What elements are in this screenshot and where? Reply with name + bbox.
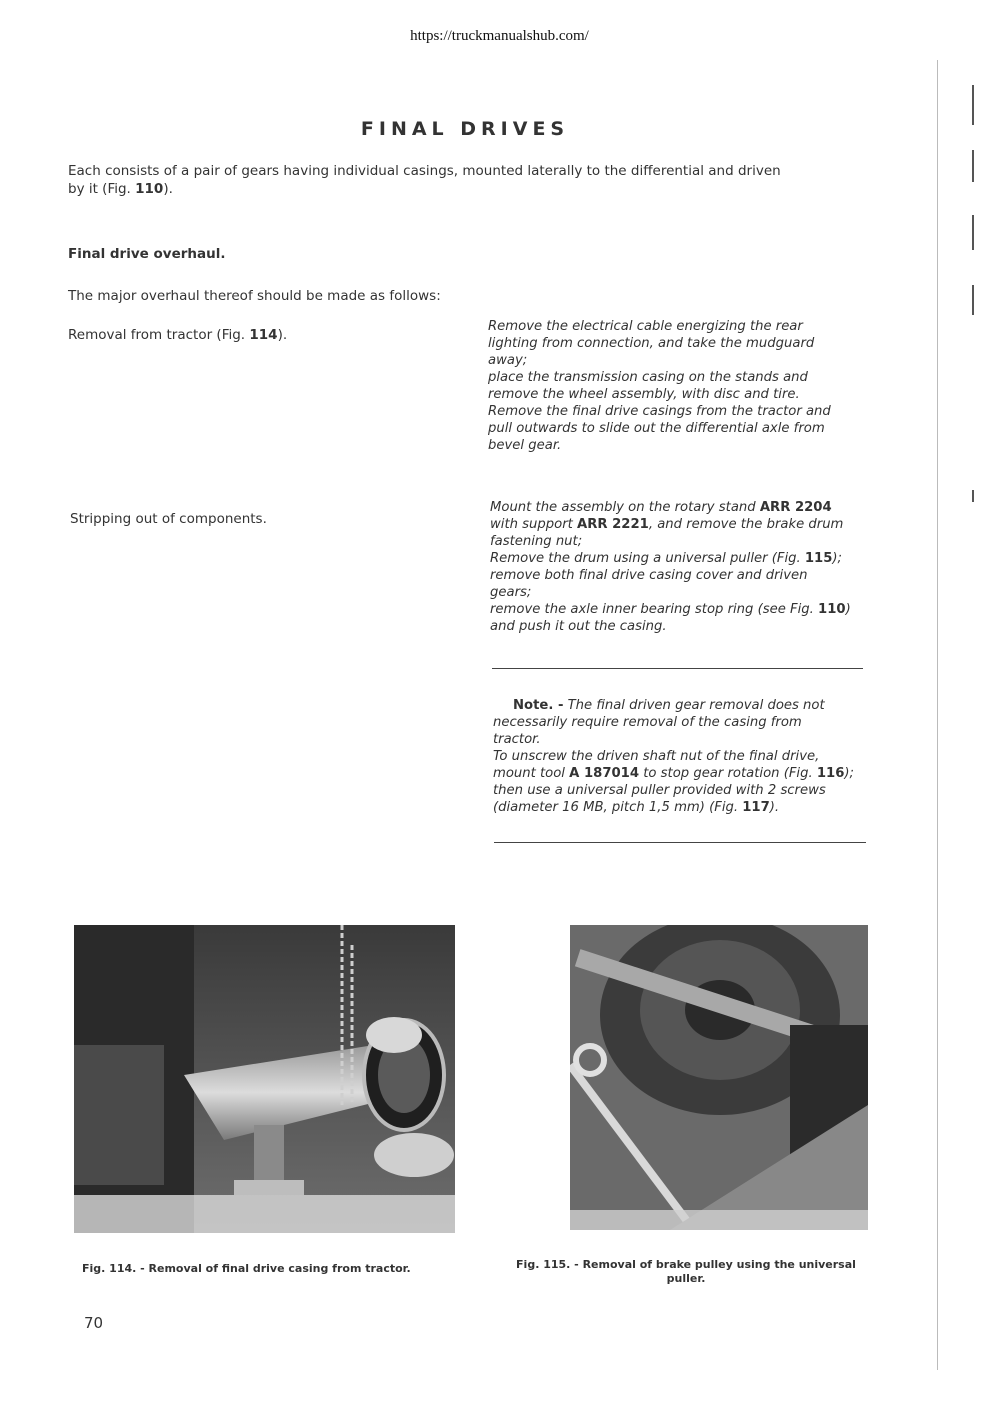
- page-title: FINAL DRIVES: [360, 118, 570, 140]
- removal-label: Removal from tractor (Fig. 114).: [68, 327, 288, 343]
- stripping-line: fastening nut;: [490, 534, 583, 549]
- overhaul-intro: The major overhaul thereof should be made as follows:: [68, 288, 441, 304]
- note-block: [493, 697, 865, 816]
- page-number: 70: [84, 1314, 104, 1332]
- stripping-line: gears;: [490, 585, 532, 600]
- removal-line: bevel gear.: [488, 438, 562, 453]
- note-line: necessarily require removal of the casing from: [493, 715, 802, 730]
- binding-edge-line: [937, 60, 938, 1370]
- note-line: then use a universal puller provided with 2 screws: [493, 783, 826, 798]
- stripping-line: remove both final drive casing cover and driven: [490, 568, 808, 583]
- stripping-steps: [490, 499, 862, 635]
- note-line: Note. - The final driven gear removal does not: [513, 698, 825, 713]
- fig-115-photo: [570, 925, 868, 1230]
- fig-114-photo: [74, 925, 455, 1233]
- note-line: To unscrew the driven shaft nut of the final drive,: [493, 749, 820, 764]
- tractor-casing-illustration: [74, 925, 455, 1233]
- intro-paragraph: [68, 162, 868, 198]
- removal-line: lighting from connection, and take the mudguard: [488, 336, 815, 351]
- note-line: tractor.: [493, 732, 541, 747]
- removal-line: Remove the final drive casings from the tractor and: [488, 404, 831, 419]
- removal-line: place the transmission casing on the stands and: [488, 370, 808, 385]
- removal-line: away;: [488, 353, 528, 368]
- stripping-line: Remove the drum using a universal puller (Fig. 115);: [490, 551, 842, 566]
- stripping-line: with support ARR 2221, and remove the brake drum: [490, 517, 844, 532]
- intro-line-1: Each consists of a pair of gears having individual casings, mounted laterally to the differential and driven: [68, 163, 781, 179]
- removal-line: remove the wheel assembly, with disc and tire.: [488, 387, 800, 402]
- fig-115-margin: [498, 925, 570, 1230]
- intro-line-2: by it (Fig. 110).: [68, 181, 173, 197]
- source-url: https://truckmanualshub.com/: [410, 28, 589, 44]
- note-line: mount tool A 187014 to stop gear rotation (Fig. 116);: [493, 766, 854, 781]
- removal-steps: [488, 318, 860, 454]
- margin-mark: [972, 215, 974, 250]
- note-label: Note. -: [513, 698, 564, 713]
- fig-114-caption: Fig. 114. - Removal of final drive casing from tractor.: [82, 1262, 411, 1275]
- divider-bottom: [494, 842, 866, 843]
- divider-top: [492, 668, 863, 669]
- margin-mark: [972, 285, 974, 315]
- brake-pulley-illustration: [570, 925, 868, 1230]
- removal-line: pull outwards to slide out the differential axle from: [488, 421, 825, 436]
- margin-mark: [972, 490, 974, 502]
- stripping-line: remove the axle inner bearing stop ring (see Fig. 110): [490, 602, 851, 617]
- stripping-line: Mount the assembly on the rotary stand ARR 2204: [490, 500, 832, 515]
- margin-mark: [972, 150, 974, 182]
- stripping-line: and push it out the casing.: [490, 619, 667, 634]
- removal-line: Remove the electrical cable energizing the rear: [488, 319, 803, 334]
- margin-mark: [972, 85, 974, 125]
- note-line: (diameter 16 MB, pitch 1,5 mm) (Fig. 117).: [493, 800, 780, 815]
- section-heading: Final drive overhaul.: [68, 246, 226, 262]
- stripping-label: Stripping out of components.: [70, 511, 267, 527]
- fig-115-caption: Fig. 115. - Removal of brake pulley using the universal puller.: [516, 1258, 856, 1285]
